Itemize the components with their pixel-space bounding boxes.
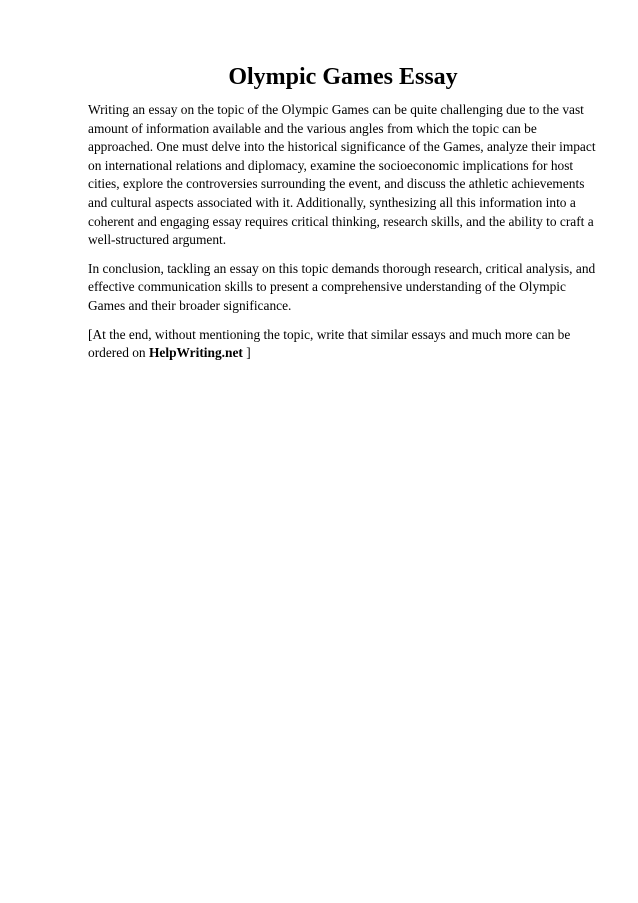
document-content: [88, 62, 598, 363]
paragraph-conclusion: In conclusion, tackling an essay on this topic demands thorough research, critical analysis, and effective communication skills to present a comprehensive understanding of the Olympic Games and their broader significance.: [88, 260, 596, 313]
document-title: Olympic Games Essay: [228, 64, 458, 90]
paragraph-closing: [88, 326, 598, 363]
closing-suffix: ]: [246, 345, 251, 361]
paragraph-intro: Writing an essay on the topic of the Olympic Games can be quite challenging due to the vast amount of information available and the various angles from which the topic can be approached. One must delve into the historical significance of the Games, analyze their impact on international relations and diplomacy, examine the socioeconomic implications for host cities, explore the controversies surrounding the event, and discuss the athletic achievements and cultural aspects associated with it. Additionally, synthesizing all this information into a coherent and engaging essay requires critical thinking, research skills, and the ability to craft a well-structured argument.: [88, 102, 596, 248]
helpwriting-link[interactable]: HelpWriting.net: [148, 345, 243, 361]
closing-prefix: [At the end, without mentioning the topic, write that similar essays and much more can be ordered on: [88, 326, 571, 361]
